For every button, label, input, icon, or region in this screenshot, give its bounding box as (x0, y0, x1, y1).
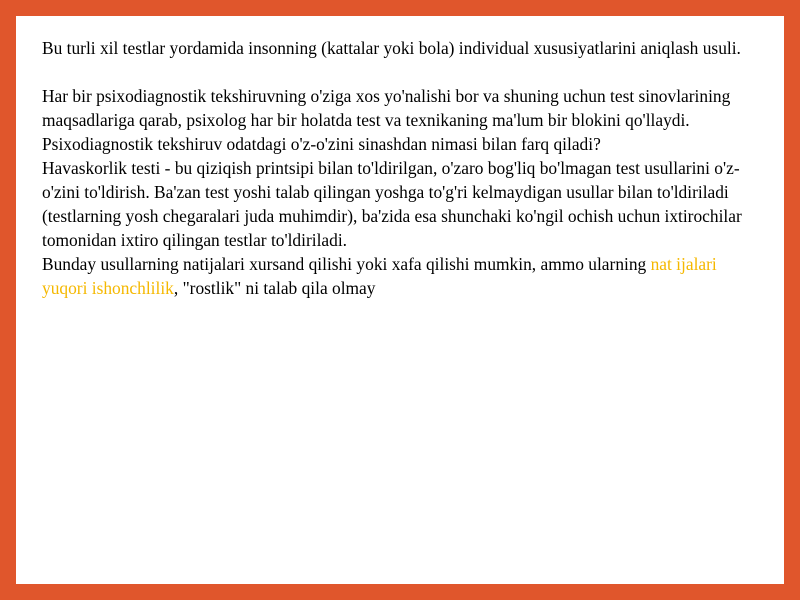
paragraph-1: Bu turli xil testlar yordamida insonning (kattalar yoki bola) individual xususiyatlarini aniqlash usuli. (42, 38, 741, 58)
slide-text-body (42, 36, 762, 300)
paragraph-4: Havaskorlik testi - bu qiziqish printsipi bilan to'ldirilgan, o'zaro bog'liq bo'lmagan test usullarini o'z-o'zini to'ldirish. Ba'zan test yoshi talab qilingan yoshga to'g'ri kelmaydigan usullar bilan to'ldiriladi (testlarning yosh chegaralari juda muhimdir), ba'zida esa shunchaki ko'ngil ochish uchun ixtirochilar tomonidan ixtiro qilingan testlar to'ldiriladi. (42, 158, 742, 250)
paragraph-5-highlight: nat ijalari yuqori ishonchlilik (42, 254, 717, 298)
paragraph-5-start: Bunday usullarning natijalari xursand qilishi yoki xafa qilishi mumkin, ammo ularning (42, 254, 651, 274)
paragraph-5-end: , "rostlik" ni talab qila olmay (173, 278, 376, 298)
paragraph-spacer (42, 60, 762, 84)
paragraph-3: Psixodiagnostik tekshiruv odatdagi o'z-o'zini sinashdan nimasi bilan farq qiladi? (42, 134, 601, 154)
paragraph-2: Har bir psixodiagnostik tekshiruvning o'ziga xos yo'nalishi bor va shuning uchun test sinovlarining maqsadlariga qarab, psixolog har bir holatda test va texnikaning ma'lum bir blokini qo'llaydi. (42, 86, 731, 130)
paragraph-5 (42, 252, 762, 300)
slide (16, 16, 784, 584)
